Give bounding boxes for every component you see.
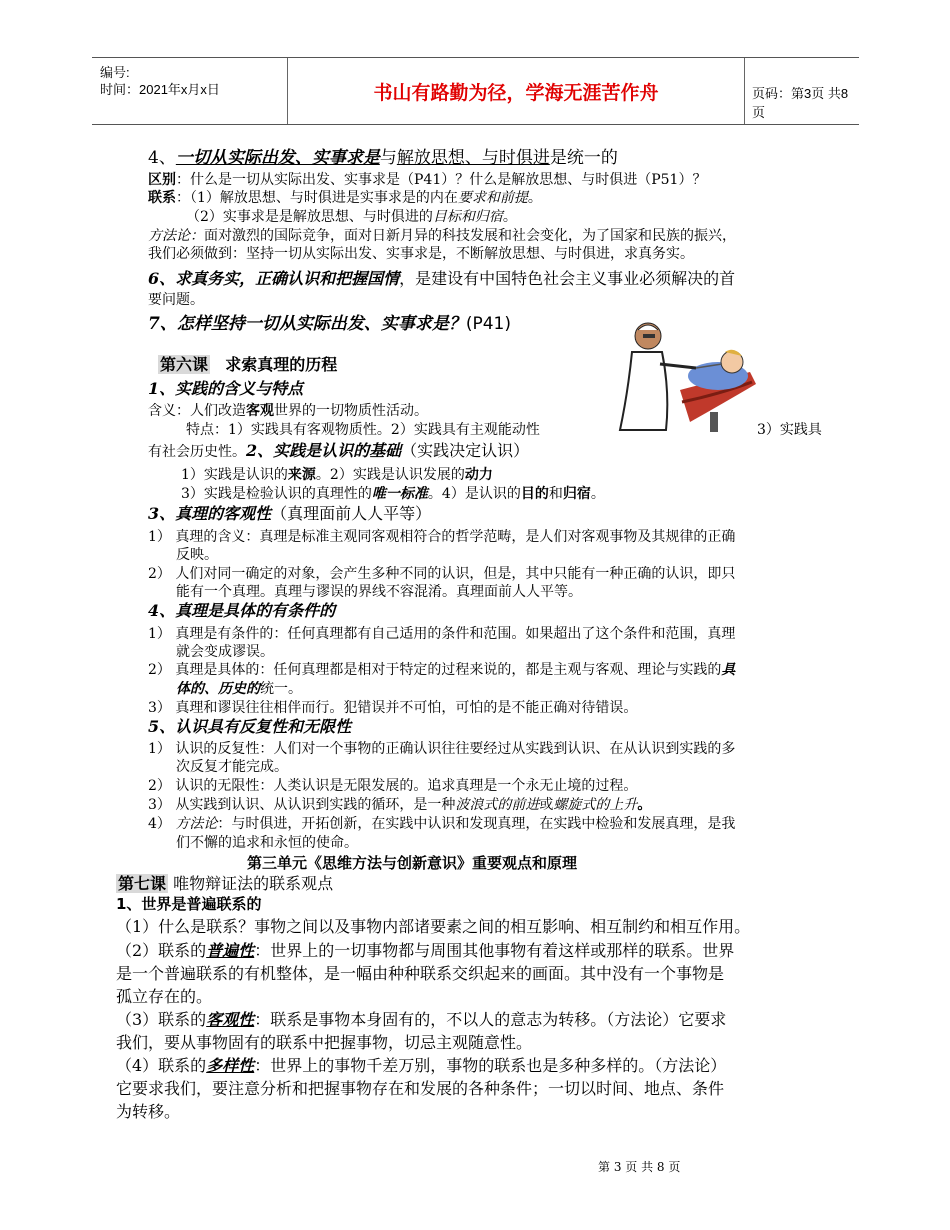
practice-features-cont: 3）实践具: [757, 422, 822, 438]
concrete-item-1-cont: 就会变成谬误。: [176, 644, 274, 660]
point-4-heading: 4、一切从实际出发、实事求是与解放思想、与时俱进是统一的: [148, 148, 618, 168]
connection-para-2-cont-2: 孤立存在的。: [116, 987, 213, 1006]
cognition-item-4-cont: 们不懈的追求和永恒的使命。: [176, 835, 358, 851]
practice-meaning: 含义：人们改造客观世界的一切物质性活动。: [148, 403, 428, 419]
lesson-7-title: 第七课 唯物辩证法的联系观点: [118, 874, 334, 893]
concrete-item-2-cont: 体的、历史的统一。: [176, 681, 302, 697]
dentist-clipart-image: [610, 312, 758, 434]
practice-criterion-line: 3）实践是检验认识的真理性的唯一标准。4）是认识的目的和归宿。: [181, 486, 605, 502]
connection-para-3: （3）联系的客观性：联系是事物本身固有的，不以人的意志为转移。（方法论）它要求: [116, 1010, 727, 1029]
header-info: [92, 58, 287, 124]
relation-line-1: 联系：（1）解放思想、与时俱进是实事求是的内在要求和前提。: [148, 190, 542, 206]
connection-para-2: （2）联系的普遍性：世界上的一切事物都与周围其他事物有着这样或那样的联系。世界: [116, 941, 735, 960]
practice-heading: 1、实践的含义与特点: [148, 379, 304, 398]
practice-source-line: 1）实践是认识的来源。2）实践是认识发展的动力: [181, 467, 493, 483]
difference-line: 区别：什么是一切从实际出发、实事求是（P41）？什么是解放思想、与时俱进（P51）？: [148, 172, 707, 188]
connection-para-2-cont-1: 是一个普遍联系的有机整体，是一幅由种种联系交织起来的画面。其中没有一个事物是: [116, 964, 725, 983]
practice-basis-line: 有社会历史性。2、实践是认识的基础（实践决定认识）: [148, 441, 530, 460]
cognition-item-1-cont: 次反复才能完成。: [176, 759, 288, 775]
point-7-heading: 7、怎样坚持一切从实际出发、实事求是？(P41): [148, 314, 511, 334]
practice-features: 特点：1）实践具有客观物质性。2）实践具有主观能动性: [186, 422, 540, 438]
concrete-item-1: 1） 真理是有条件的：任何真理都有自己适用的条件和范围。如果超出了这个条件和范围，真理: [148, 626, 736, 642]
connection-para-4: （4）联系的多样性：世界上的事物千差万别，事物的联系也是多种多样的。（方法论）: [116, 1056, 727, 1075]
truth-concrete-heading: 4、真理是具体的有条件的: [148, 601, 336, 620]
page-header: [92, 57, 859, 125]
cognition-item-4: 4） 方法论：与时俱进，开拓创新，在实践中认识和发现真理，在实践中检验和发展真理，是我: [148, 816, 736, 832]
doc-number-label: 编号:: [100, 65, 130, 80]
methodology-line-2: 我们必须做到：坚持一切从实际出发、实事求是，不断解放思想、与时俱进，求真务实。: [148, 246, 694, 262]
point-6-line-1: 6、求真务实，正确认识和把握国情，是建设有中国特色社会主义事业必须解决的首: [148, 269, 736, 288]
page-footer: 第 3 页 共 8 页: [598, 1160, 681, 1174]
truth-item-2-cont: 能有一个真理。真理与谬误的界线不容混淆。真理面前人人平等。: [176, 584, 582, 600]
relation-line-2: （2）实事求是是解放思想、与时俱进的目标和归宿。: [186, 209, 517, 225]
concrete-item-2: 2） 真理是具体的：任何真理都是相对于特定的过程来说的，都是主观与客观、理论与实践的具: [148, 662, 736, 678]
truth-item-1: 1） 真理的含义：真理是标准主观同客观相符合的哲学范畴，是人们对客观事物及其规律的正确: [148, 529, 736, 545]
cognition-item-2: 2） 认识的无限性：人类认识是无限发展的。追求真理是一个永无止境的过程。: [148, 778, 638, 794]
cognition-item-3: 3） 从实践到认识、从认识到实践的循环，是一种波浪式的前进或螺旋式的上升。: [148, 797, 652, 813]
header-page-label: 页码：第3页 共8页: [752, 86, 849, 120]
connection-para-4-cont-2: 为转移。: [116, 1102, 181, 1121]
connection-heading: 1、世界是普遍联系的: [116, 895, 262, 913]
unit-3-title: 第三单元《思维方法与创新意识》重要观点和原理: [247, 854, 578, 872]
cognition-item-1: 1） 认识的反复性：人们对一个事物的正确认识往往要经过从实践到认识、在从认识到实践的多: [148, 741, 736, 757]
truth-item-2: 2） 人们对同一确定的对象，会产生多种不同的认识，但是，其中只能有一种正确的认识，即只: [148, 566, 736, 582]
point-6-line-2: 要问题。: [148, 292, 204, 308]
concrete-item-3: 3） 真理和谬误往往相伴而行。犯错误并不可怕，可怕的是不能正确对待错误。: [148, 700, 638, 716]
methodology-line-1: 方法论：面对激烈的国际竞争，面对日新月异的科技发展和社会变化，为了国家和民族的振兴，: [148, 228, 736, 244]
header-motto: 书山有路勤为径，学海无涯苦作舟: [287, 58, 745, 124]
truth-objective-heading: 3、真理的客观性（真理面前人人平等）: [148, 504, 432, 523]
doc-date-label: 时间：2021年x月x日: [100, 82, 220, 97]
truth-item-1-cont: 反映。: [176, 547, 218, 563]
connection-para-4-cont-1: 它要求我们，要注意分析和把握事物存在和发展的各种条件；一切以时间、地点、条件: [116, 1079, 725, 1098]
lesson-6-title: 第六课 求索真理的历程: [160, 355, 338, 374]
connection-para-1: （1）什么是联系？事物之间以及事物内部诸要素之间的相互影响、相互制约和相互作用。: [116, 917, 751, 936]
cognition-heading: 5、认识具有反复性和无限性: [148, 717, 352, 736]
connection-para-3-cont: 我们，要从事物固有的联系中把握事物，切忌主观随意性。: [116, 1033, 533, 1052]
